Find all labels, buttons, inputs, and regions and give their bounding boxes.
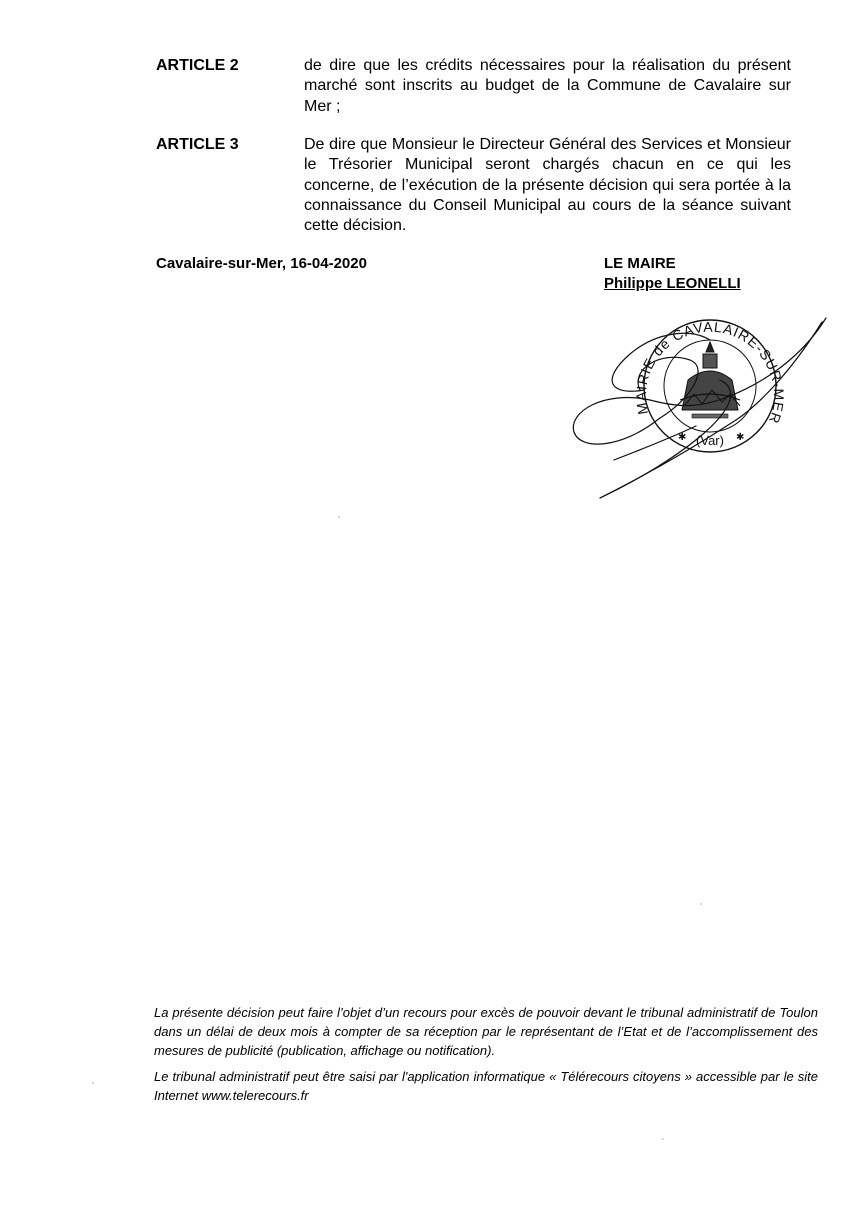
place-date: Cavalaire-sur-Mer, 16-04-2020 (156, 255, 367, 272)
recourse-notice: La présente décision peut faire l’objet d’un recours pour excès de pouvoir devant le tribunal administratif de Toulon dans un délai de deux mois à compter de sa réception par le représentant de l’Etat et de l’accomplissement des mesures de publicité (publication, affichage ou notification). (154, 1005, 818, 1058)
scan-speck (700, 903, 702, 905)
article-3-text: De dire que Monsieur le Directeur Général des Services et Monsieur le Trésorier Municipal seront chargés chacun en ce qui les concerne, de l’exécution de la présente décision qui sera portée à la connaissance du Conseil Municipal au cours de la séance suivant cette décision. (304, 136, 791, 235)
scan-speck (662, 1138, 664, 1140)
mayor-block (604, 254, 741, 294)
mayor-name: Philippe LEONELLI (604, 275, 741, 292)
stamp-ring-text: MAIRIE de CAVALAIRE-SUR-MER (632, 318, 788, 427)
telerecours-notice: Le tribunal administratif peut être saisi par l'application informatique « Télérecours citoyens » accessible par le site Internet www.telerecours.fr (154, 1069, 818, 1103)
mayor-title: LE MAIRE (604, 255, 676, 272)
article-2-text: de dire que les crédits nécessaires pour la réalisation du présent marché sont inscrits au budget de la Commune de Cavalaire sur Mer ; (304, 57, 791, 115)
signature-stamp-area (560, 300, 850, 515)
stamp-department: (Var) (696, 433, 724, 448)
svg-text:✱: ✱ (736, 432, 745, 443)
article-2-label: ARTICLE 2 (156, 57, 239, 74)
mairie-stamp-seal (560, 300, 850, 510)
article-3-label: ARTICLE 3 (156, 136, 239, 153)
stamp-emblem (680, 342, 740, 418)
scan-speck (338, 516, 340, 518)
scan-speck (92, 1082, 94, 1084)
svg-text:✱: ✱ (678, 432, 687, 443)
